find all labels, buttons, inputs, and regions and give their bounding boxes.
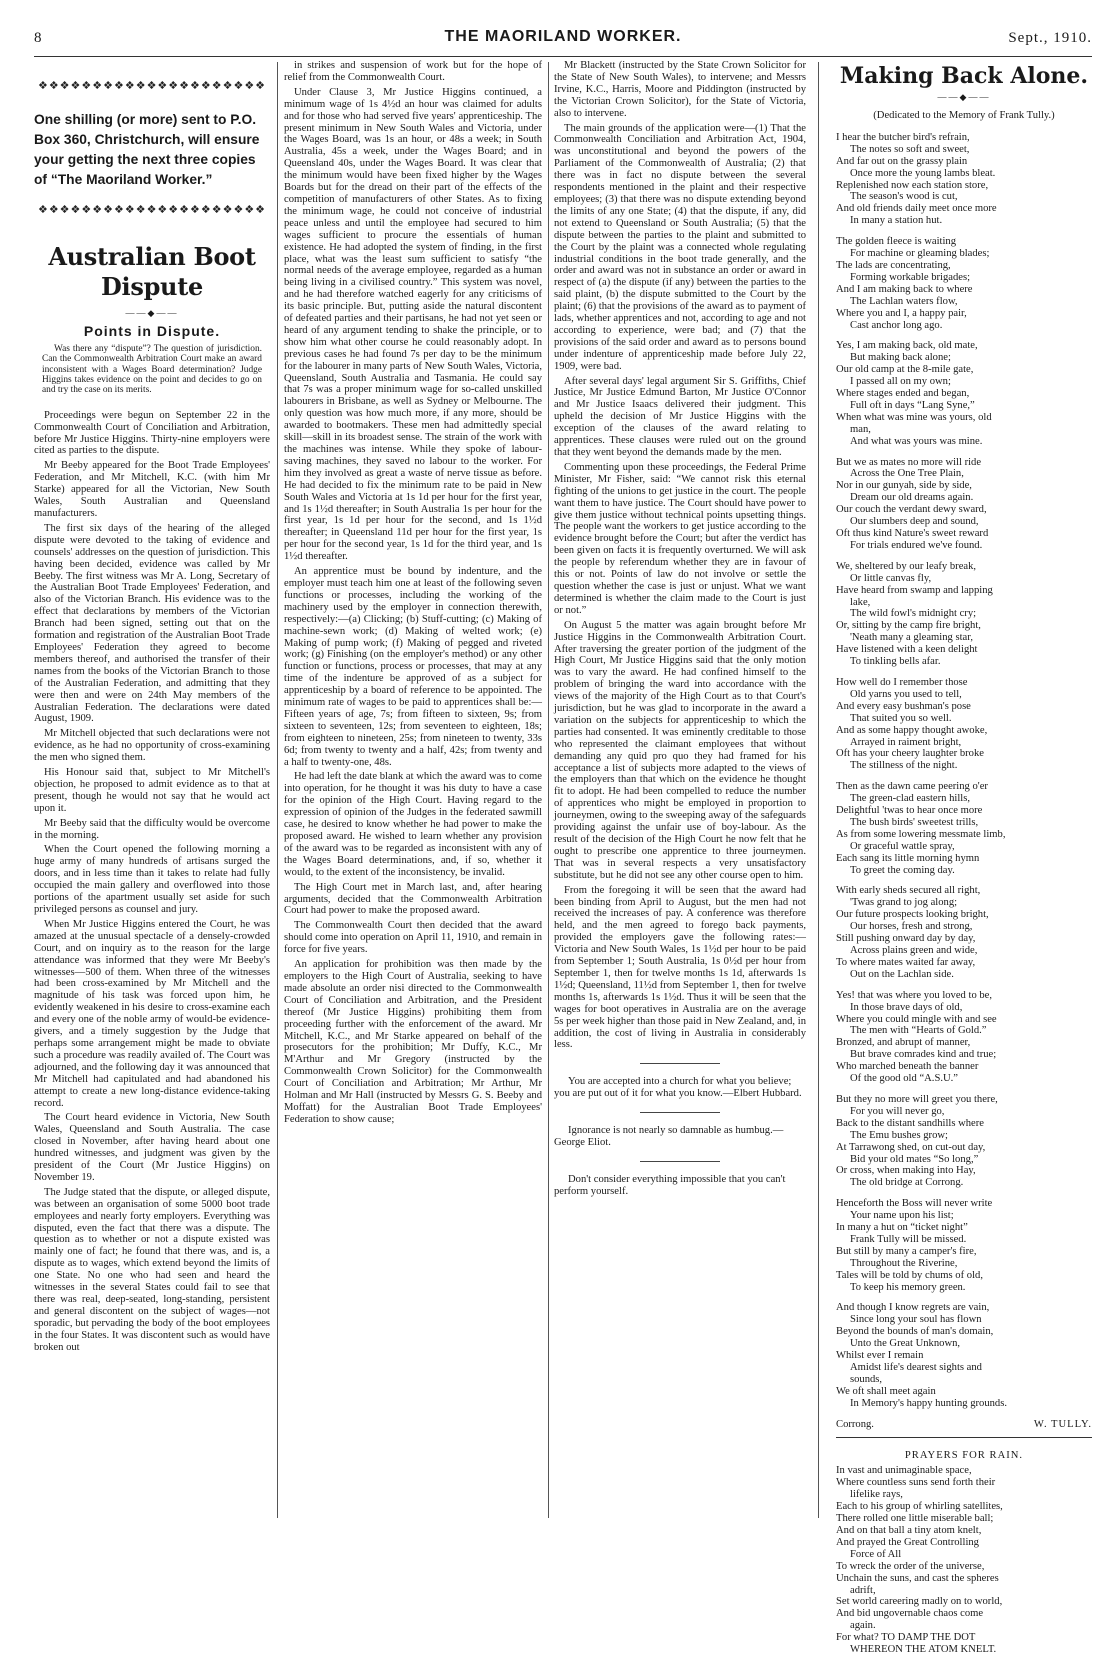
poem-line: In Memory's happy hunting grounds.	[850, 1397, 1007, 1409]
quote-eliot	[554, 1125, 806, 1149]
prayers-line: Where countless suns send forth their	[836, 1477, 996, 1489]
poem-stanza	[836, 677, 1092, 772]
poem-signoff	[836, 1419, 1092, 1431]
poem-line: And old friends daily meet once more	[836, 203, 997, 215]
poem-line: We oft shall meet again	[836, 1385, 936, 1397]
poem-line: And as some happy thought awoke,	[836, 724, 988, 736]
poem-line: But still by many a camper's fire,	[836, 1245, 977, 1257]
ornament-border-bottom: ❖❖❖❖❖❖❖❖❖❖❖❖❖❖❖❖❖❖❖❖❖	[37, 202, 267, 216]
article-body-part-3	[554, 60, 806, 1051]
poem-line: Amidst life's dearest sights and	[850, 1362, 982, 1373]
prayers-line: And bid ungovernable chaos come	[836, 1608, 984, 1620]
column-rule	[818, 62, 819, 1518]
article-paragraph: The Judge stated that the dispute, or alleged dispute, was between an organisation of some 5000 boot trade employees and nearly forty employers. Everything was disputed, even the fact that there was a dispute. The question as to whether or not a dispute existed was mainly one of fact; he found that there was, and is, a dispute as to wages, which extend beyond the limits of one State. No one who had seen and heard the witnesses in the several States could fail to see that there was real, deep-seated, long-standing, persistent and general discontent on the subject of wages—not sporadic, but pervading the body of the boot employees in the four States. It was discontent such as would have broken out	[34, 1186, 270, 1353]
poem-line: Bid your old mates “So long,”	[850, 1153, 979, 1165]
article-headline: Australian Boot Dispute	[48, 241, 256, 301]
poem-line: Where you and I, a happy pair,	[836, 307, 967, 319]
poem-line: In those brave days of old,	[850, 1001, 963, 1013]
prayers-title: PRAYERS FOR RAIN.	[904, 1449, 1024, 1461]
article-body-part-2	[284, 60, 542, 1126]
poem-line: The golden fleece is waiting	[836, 236, 957, 248]
poem-line: Who marched beneath the banner	[836, 1061, 979, 1073]
poem-line: To keep his memory green.	[850, 1281, 966, 1293]
prayers-line: again.	[850, 1620, 876, 1632]
poem-line: And every easy bushman's pose	[836, 700, 971, 712]
article-paragraph: On August 5 the matter was again brought before Mr Justice Higgins in the Commonwealth Arbitration Court. After traversing the greater portion of the judgment of the High Court, Mr Justice Higgins said that the only motion was to vary the award. He had confined himself to the problem of bringing the ward into accordance with the views of the majority of the High Court as to that Court's jurisdiction, but he was glad to incorporate in the award a variation on the subjects for apprenticeship to which the parties had consented. It was eminently creditable to those who represented the claimant employees that without demanding any quid pro quo they had framed for his acceptance a list of subjects more adapted to the views of the employers than that which on the evidence he thought fit to adopt. He had been compelled to reduce the number of apprentices who might be employed in proportion to journeymen, owing to the sweeping away of the safeguards providing against the unfair use of boy-labour. As the result of the decision of the High Court he now felt that he ought to prescribe one apprentice to three journeymen. That was in several respects a very unsatisfactory substitute, but he did not see any other course open to him.	[554, 619, 806, 881]
poem-stanza	[836, 340, 1092, 447]
poem-line: The green-clad eastern hills,	[850, 793, 971, 805]
poem-stanza	[836, 236, 1092, 331]
article-paragraph: The High Court met in March last, and, after hearing arguments, decided that the Commonwealth Arbitration Court had power to make the proposed award.	[284, 881, 542, 917]
poem-line: lake,	[850, 596, 871, 608]
article-paragraph: After several days' legal argument Sir S. Griffiths, Chief Justice, Mr Justice Edmund Barton, Mr Justice O'Connor and Mr Justice Isaacs delivered their judgment. This upheld the decision of Mr Justice Higgins with the exception of the clauses of the award relating to apprentices. These clauses were ruled out on the ground that they went beyond the demands made by the men.	[554, 375, 806, 458]
section-separator	[640, 1063, 720, 1064]
article-paragraph: An apprentice must be bound by indenture, and the employer must teach him one at least of the following seven functions or processes, including the working of the machinery used by the employer in connection therewith, respectively:—(a) Clicking; (b) Stuff-cutting; (c) Making of machine-sewn work; (d) Making of welted work; (e) Making of pump work; (f) Making of pegged and riveted work; (g) Finishing (on the employer's method) or any other function or functions, process or processes, that may at any time of the indenture be approved of as a subject for apprenticeship by a board of reference to be appointed. The minimum rate of wages to be paid to apprentices shall be:—Fifteen years of age, 7s; from fifteen to sixteen, 9s; from sixteen to seventeen, 12s; from seventeen to eighteen, 18s; from eighteen to nineteen, 25s; from nineteen to twenty, 33s 6d; from twenty to twenty and a half, 42s; from twenty and a half to twenty-one, 48s.	[284, 566, 542, 768]
poem-line: man,	[850, 423, 871, 435]
poem-line: Bronzed, and abrupt of manner,	[836, 1037, 971, 1049]
poem-line: But brave comrades kind and true;	[850, 1049, 997, 1061]
poem-line: Have heard from swamp and lapping	[836, 584, 993, 596]
poem-line: To greet the coming day.	[850, 864, 955, 876]
poem-line: Delightful 'twas to hear once more	[836, 805, 983, 817]
article-paragraph: The main grounds of the application were—(1) That the Commonwealth Conciliation and Arbitration Act, 1904, was unconstitutional and beyond the powers of the Parliament of the Commonwealth of Australia; (2) that there was in fact no dispute between the several respondents mentioned in the plaint and their respective employees; (3) that there was no dispute extending beyond the limits of any one State; (4) that the dispute, if any, did not extend to Queensland or South Australia; (5) that the dispute between the parties to the plaint and submitted to the Court by the plaint was a connected whole regulating industrial conditions in the boot trade generally, and the order and award was not in substance an order or award in respect of (a) the dispute (if any) between the parties to the said plaint, (b) the dispute submitted to the Court by the plaint; (6) that the provisions of the award as to payment of lads, whether apprentices and not, according to age and not according to experience, were bad; and (7) that the provisions of the said order and award as to persons bound under indenture of apprenticeship made before July 22, 1909, were bad.	[554, 122, 806, 372]
article-paragraph: Mr Mitchell objected that such declarations were not evidence, as he had no opportunity of cross-examining the men who signed them.	[34, 728, 270, 764]
ornament-border-top: ❖❖❖❖❖❖❖❖❖❖❖❖❖❖❖❖❖❖❖❖❖	[37, 79, 267, 92]
article-paragraph: When the Court opened the following morning a huge army of many hundreds of artisans surged the doors, and in less time than it takes to relate had fully occupied the main gallery and overflowed into those portions of the apartment usually set aside for such privileged persons as counsel and jury.	[34, 844, 270, 915]
poem-line: To tinkling bells afar.	[850, 656, 941, 668]
prayers-line: For what? TO DAMP THE DOT	[836, 1632, 976, 1644]
poem-title: Making Back Alone.	[839, 63, 1089, 89]
poem-line: Out on the Lachlan side.	[850, 968, 954, 980]
prayers-poem	[836, 1465, 1092, 1656]
prayers-line: In vast and unimaginable space,	[836, 1465, 972, 1477]
poem-line: Or, sitting by the camp fire bright,	[836, 620, 981, 632]
poem-line: We, sheltered by our leafy break,	[836, 560, 977, 572]
poem-author: W. TULLY.	[1033, 1418, 1092, 1430]
article-paragraph: He had left the date blank at which the award was to come into operation, for he thought it was his duty to have a case for the opinion of the High Court. Having regard to the expression of opinion of the Judges in the federated sawmill case, he desired to know whether he had power to make the proposed award. He wished to learn whether any provision of the award was to be regarded as inconsistent with any of the Wages Board determinations, and, if so, whether it would, to the extent of the inconsistency, be invalid.	[284, 771, 542, 878]
poem-line: Old yarns you used to tell,	[850, 688, 962, 700]
column-rule	[548, 62, 549, 1518]
poem-line: The notes so soft and sweet,	[850, 143, 970, 155]
poem-line: I hear the butcher bird's refrain,	[836, 131, 970, 143]
intro-text: Was there any “dispute”? The question of jurisdiction. Can the Commonwealth Arbitration Court make an award inconsistent with a Wages Board determination? Judge Higgins takes evidence on the point and decides to go on and try the case on its merits.	[42, 343, 262, 396]
poem-line: But they no more will greet you there,	[836, 1093, 998, 1105]
prayers-line: And prayed the Great Controlling	[836, 1536, 979, 1548]
poem-line: Yes, I am making back, old mate,	[836, 340, 978, 352]
prayers-line: lifelike rays,	[850, 1489, 903, 1501]
prayers-line: There rolled one little miserable ball;	[836, 1513, 994, 1525]
poem-line: As from some lowering messmate limb,	[836, 828, 1006, 840]
poem-line: Then as the dawn came peering o'er	[836, 781, 988, 793]
quote-text: You are accepted into a church for what you believe; you are put out of it for what you know.—Elbert Hubbard.	[554, 1076, 802, 1100]
article-paragraph: Commenting upon these proceedings, the Federal Prime Minister, Mr Fisher, said: “We cannot risk this eternal fighting of the unions to get justice in the court. The people want them to have justice. The Court should have power to give them justice without technical points upsetting things. The people want the workers to get justice according to the evidence brought before the Court; but after the verdict has been given on facts it is frequently overturned. We will ask the people by referendum whether they are in favour of this or not. Points of law do not involve or settle the question whether the case is just or unjust. What we want determined is whether the claim made to the Court is just or not.”	[554, 461, 806, 616]
section-separator	[836, 1437, 1092, 1438]
poem-line: And what was yours was mine.	[850, 435, 983, 447]
ornamental-divider: ——◆——	[125, 307, 179, 318]
prayers-line: And on that ball a tiny atom knelt,	[836, 1524, 982, 1536]
poem-stanza	[836, 561, 1092, 668]
poem-line: Whilst ever I remain	[836, 1350, 924, 1362]
article-body-part-1	[34, 410, 270, 1354]
poem-place: Corrong.	[836, 1418, 874, 1430]
poem-line: Our horses, fresh and strong,	[850, 921, 973, 933]
poem-line: Or little canvas fly,	[850, 572, 932, 584]
poem-line: Throughout the Riverine,	[850, 1257, 958, 1269]
poem-body	[836, 132, 1092, 1410]
poem-line: But we as mates no more will ride	[836, 456, 982, 468]
poem-line: But making back alone;	[850, 352, 951, 364]
ornamental-divider: ——◆——	[937, 92, 991, 102]
poem-line: And I am making back to where	[836, 283, 973, 295]
poem-line: Since long your soul has flown	[850, 1314, 982, 1326]
poem-line: Our slumbers deep and sound,	[850, 516, 979, 528]
poem-line: Nor in our gunyah, side by side,	[836, 480, 972, 492]
quote-impossible	[554, 1174, 806, 1198]
poem-line: Of the good old “A.S.U.”	[850, 1073, 958, 1085]
poem-line: Oft has your cheery laughter broke	[836, 748, 984, 760]
poem-line: I passed all on my own;	[850, 376, 951, 388]
poem-line: The old bridge at Corrong.	[850, 1177, 964, 1189]
prayers-line: Each to his group of whirling satellites,	[836, 1501, 1003, 1513]
quote-hubbard	[554, 1076, 806, 1100]
article-paragraph: His Honour said that, subject to Mr Mitchell's objection, he proposed to admit evidence as to that at present, though he would not say that he would act upon it.	[34, 767, 270, 814]
poem-line: Cast anchor long ago.	[850, 319, 943, 331]
poem-line: Henceforth the Boss will never write	[836, 1198, 993, 1210]
article-paragraph: Proceedings were begun on September 22 in the Commonwealth Court of Conciliation and Arbitration, before Mr Justice Higgins. Thirty-nine employers were cited as parties to the dispute.	[34, 409, 270, 457]
poem-line: Or cross, when making into Hay,	[836, 1165, 976, 1177]
poem-stanza	[836, 885, 1092, 980]
column-2	[284, 60, 542, 1522]
poem-line: The lads are concentrating,	[836, 259, 951, 271]
poem-line: In many a hut on “ticket night”	[836, 1222, 968, 1234]
poem-line: The bush birds' sweetest trills,	[850, 816, 979, 828]
poem-line: And far out on the grassy plain	[836, 155, 968, 167]
poem-line: Across the One Tree Plain,	[850, 468, 964, 480]
article-subhead: Points in Dispute.	[83, 322, 221, 339]
poem-line: Back to the distant sandhills where	[836, 1117, 984, 1129]
poem-line: Or graceful wattle spray,	[850, 840, 955, 852]
poem-stanza	[836, 781, 1092, 876]
poem-line: For you will never go,	[850, 1105, 945, 1117]
article-paragraph: in strikes and suspension of work but for the hope of relief from the Commonwealth Court.	[284, 60, 542, 83]
column-1	[34, 60, 270, 1522]
column-rule	[277, 62, 278, 1518]
article-paragraph: The first six days of the hearing of the alleged dispute were devoted to the taking of evidence and counsels' addresses on the question of jurisdiction. This having been decided, evidence was called by Mr Beeby. The first witness was Mr A. Long, Secretary of the Australian Boot Trade Employees' Federation, and also of the Victorian Branch. His evidence was to the effect that declarations by members of the Victorian Branch had been signed, setting out that on the formation and registration of the Australian Boot Trade Employees' Federation they agreed to become members thereof, and authorised the transfer of their names from the books of the Victorian Branch to those of the Australian Federation, and admitting that they were then and were on 24th May members of the Australian Federation. The declarations were dated August, 1909.	[34, 522, 270, 725]
poem-line: The Emu bushes grow;	[850, 1129, 948, 1141]
poem-line: Where you could mingle with and see	[836, 1013, 997, 1025]
poem-line: Full oft in days “Lang Syne,”	[850, 399, 975, 411]
poem-line: Once more the young lambs bleat.	[850, 167, 996, 179]
article-paragraph: Under Clause 3, Mr Justice Higgins continued, a minimum wage of 1s 4½d an hour was claimed for adults and for those who had served five years' apprenticeship. The present minimum in New South Wales and Victoria, under the Wages Board, was 1s an hour, or 48s a week; in South Australia, 45s a week, under the Wages Board; and in Queensland 40s, under the Wages Board. It was clear that the minimum would have been fixed higher by the Wages Boards but for the dread on their part of the effects of the competition of manufacturers of other States. As to fixing the minimum wage, he could not conceive of industrial peace unless and until the employee had secured to him wages sufficient to procure the essentials of human existence. He had adopted the system of finding, in the first place, what was the least sum sufficient to satisfy “the normal needs of the average employee, regarded as a human being living in a civilised country.” This system was novel, and he had therefore watched eagerly for any criticisms of its basic principle. But, putting aside the natural discontent of defeated parties and their partisans, he had not yet seen or heard of any argument tending to shake the principle, or to show him what other course he could reasonably adopt. In previous cases he had found 7s per day to be the minimum for the labourer in many parts of New South Wales, Victoria, Queensland, South Australia and Tasmania. He could say that 7s was a proper minimum wage for so-called unskilled labourers in Brisbane, as well as Sydney or Melbourne. The only question was how much more, if any more, should be awarded to bootmakers. These men had admittedly special skill—skill in its broadest sense. The strain of the work with the machines was intense. While they spoke of labour-saving machines, they saved no labour to the worker. For him they involved as great a waste of nerve tissue as before. He had decided to fix the minimum rate to be paid in New South Wales and Victoria at 1s 1d per hour for the first year, and 1s 1½d thereafter; in South Australia 1s per hour for the first year, 1s 1d per hour for the second, and 1s 1½d thereafter; in Queensland 11d per hour for the first year, 1s per hour for the second year, 1s 1d for the third year, and 1s 1½d thereafter.	[284, 86, 542, 563]
poem-line: That suited you so well.	[850, 712, 952, 724]
column-3	[554, 60, 806, 1522]
section-separator	[640, 1161, 720, 1162]
page-number: 8	[34, 30, 42, 46]
poem-stanza	[836, 457, 1092, 552]
poem-line: Yes! that was where you loved to be,	[836, 989, 993, 1001]
poem-line: Forming workable brigades;	[850, 271, 971, 283]
poem-line: Unto the Great Unknown,	[850, 1338, 961, 1350]
poem-line: With early sheds secured all right,	[836, 885, 981, 897]
poem-line: The season's wood is cut,	[850, 191, 958, 203]
issue-date: Sept., 1910.	[1008, 30, 1092, 46]
poem-line: How well do I remember those	[836, 676, 968, 688]
poem-stanza	[836, 1302, 1092, 1409]
poem-stanza	[836, 990, 1092, 1085]
article-paragraph: Mr Beeby appeared for the Boot Trade Employees' Federation, and Mr Mitchell, K.C. (with him Mr Starke) appeared for all the Victorian, New South Wales, South Australian and Queensland manufacturers.	[34, 460, 270, 519]
poem-line: And though I know regrets are vain,	[836, 1302, 990, 1314]
poem-stanza	[836, 132, 1092, 227]
newspaper-title: THE MAORILAND WORKER.	[444, 28, 682, 45]
quote-text: Don't consider everything impossible that you can't perform yourself.	[554, 1173, 786, 1197]
poem-line: 'Neath many a gleaming star,	[850, 632, 973, 644]
poem-line: The Lachlan waters flow,	[850, 295, 958, 307]
column-4	[836, 60, 1092, 1656]
poem-line: Have listened with a keen delight	[836, 644, 978, 656]
poem-stanza	[836, 1198, 1092, 1293]
masthead	[34, 26, 1092, 57]
poem-line: Replenished now each station store,	[836, 179, 989, 191]
poem-line: Each sang its little morning hymn	[836, 852, 980, 864]
prayers-line: Set world careering madly on to world,	[836, 1596, 1003, 1608]
poem-stanza	[836, 1094, 1092, 1189]
poem-line: Arrayed in raiment bright,	[850, 736, 962, 748]
poem-line: The stillness of the night.	[850, 760, 958, 772]
article-paragraph: The Court heard evidence in Victoria, New South Wales, Queensland and South Australia. The case closed in November, after having heard about one hundred witnesses, and judgment was given by the president of the Court (Mr Justice Higgins) on November 19.	[34, 1112, 270, 1183]
poem-line: In many a station hut.	[850, 215, 943, 227]
prayers-line: WHEREON THE ATOM KNELT.	[850, 1644, 997, 1656]
article-intro	[42, 344, 262, 396]
poem-line: sounds,	[850, 1373, 883, 1385]
poem-line: Across plains green and wide,	[850, 945, 978, 956]
poem-line: Our couch the verdant dewy sward,	[836, 504, 987, 516]
article-paragraph: Mr Blackett (instructed by the State Crown Solicitor for the State of New South Wales), to intervene; and Messrs Irvine, K.C., Harris, Moore and Piddington (instructed by the Victorian Crown Solicitor), for the State of Victoria, also to intervene.	[554, 60, 806, 119]
poem-line: Oft thus kind Nature's sweet reward	[836, 528, 989, 539]
poem-line: Dream our old dreams again.	[850, 492, 974, 504]
prayers-line: To wreck the order of the universe,	[836, 1560, 985, 1572]
quote-text: Ignorance is not nearly so damnable as humbug.—George Eliot.	[554, 1125, 784, 1149]
poem-line: Your name upon his list;	[850, 1210, 954, 1222]
poem-line: The men with “Hearts of Gold.”	[850, 1025, 987, 1037]
poem-line: The wild fowl's midnight cry;	[850, 608, 977, 620]
poem-line: Where stages ended and began,	[836, 388, 970, 400]
article-paragraph: Mr Beeby said that the difficulty would be overcome in the morning.	[34, 817, 270, 841]
poem-line: For machine or gleaming blades;	[850, 248, 990, 260]
section-separator	[640, 1112, 720, 1113]
poem-line: When what was mine was yours, old	[836, 411, 992, 423]
poem-line: Our old camp at the 8-mile gate,	[836, 364, 974, 376]
poem-line: 'Twas grand to jog along;	[850, 897, 958, 909]
prayers-line: adrift,	[850, 1584, 876, 1596]
poem-line: For trials endured we've found.	[850, 539, 983, 551]
subscription-notice: One shilling (or more) sent to P.O. Box 360, Christchurch, will ensure your getting the next three copies of “The Maoriland Worker.”	[34, 111, 260, 187]
poem-line: Beyond the bounds of man's domain,	[836, 1326, 994, 1338]
poem-line: Tales will be told by chums of old,	[836, 1269, 983, 1281]
poem-line: Still pushing onward day by day,	[836, 933, 976, 945]
poem-line: To where mates waited far away,	[836, 956, 976, 968]
article-paragraph: From the foregoing it will be seen that the award had been binding from April to August, but the men had not received the increases of pay. A conference was therefore held, and the men agreed to forego back payments, provided the employers gave the following rates:—Victoria and New South Wales, 1s 1½d per hour to be paid from September 1; South Australia, 1s 0½d per hour from September 1, then for twelve months 1s 1d, afterwards 1s 1½d; Queensland, 11½d from September 1, then for twelve months 1s, afterwards 1s 1½d. Thus it will be seen that the wages for boot operatives in Australia are on the average 5s per week higher than those paid in New Zealand, and, in addition, the cost of living in Australia in considerably less.	[554, 884, 806, 1051]
poem-line: At Tarrawong shed, on cut-out day,	[836, 1141, 986, 1153]
article-paragraph: When Mr Justice Higgins entered the Court, he was amazed at the unusual spectacle of a densely-crowded Court, and on inquiry as to the reason for the large attendance was informed that they were Mr Beeby's witnesses—500 of them. When three of the witnesses had been cross-examined by Mr Mitchell and the magnitude of his task was forced upon him, he evidently weakened in his desire to cross-examine each and every one of the noble army of would-be evidence-givers, and a timely suggestion by the Judge that perhaps some arrangement might be made to obviate such a procedure was readily availed of. The Court was adjourned, and the following day it was announced that Mr Mitchell had capitulated and had abandoned his attempt to create a new long-distance evidence-taking record.	[34, 918, 270, 1109]
prayers-line: Unchain the suns, and cast the spheres	[836, 1572, 999, 1584]
article-paragraph: An application for prohibition was then made by the employers to the High Court of Australia, seeking to have made absolute an order nisi directed to the Commonwealth Court of Conciliation and Arbitration, and the President thereof (Mr Justice Higgins) prohibiting them from proceeding further with the enforcement of the award. Mr Mitchell, K.C., and Mr Starke appeared on behalf of the prosecutors for the prohibition; Mr Duffy, K.C., Mr M'Arthur and Mr Gregory (instructed by the Commonwealth Crown Solicitor) for the Commonwealth Court of Conciliation and Arbitration; Mr Arthur, Mr Holman and Mr Hall (instructed by Messrs G. S. Beeby and Moffatt) for the Australian Boot Trade Employees' Federation to show cause;	[284, 959, 542, 1125]
article-paragraph: The Commonwealth Court then decided that the award should come into operation on April 11, 1910, and remain in force for five years.	[284, 920, 542, 956]
poem-dedication: (Dedicated to the Memory of Frank Tully.)	[873, 110, 1055, 121]
poem-line: Frank Tully will be missed.	[850, 1233, 967, 1245]
prayers-line: Force of All	[850, 1548, 902, 1560]
poem-line: Our future prospects looking bright,	[836, 909, 989, 921]
